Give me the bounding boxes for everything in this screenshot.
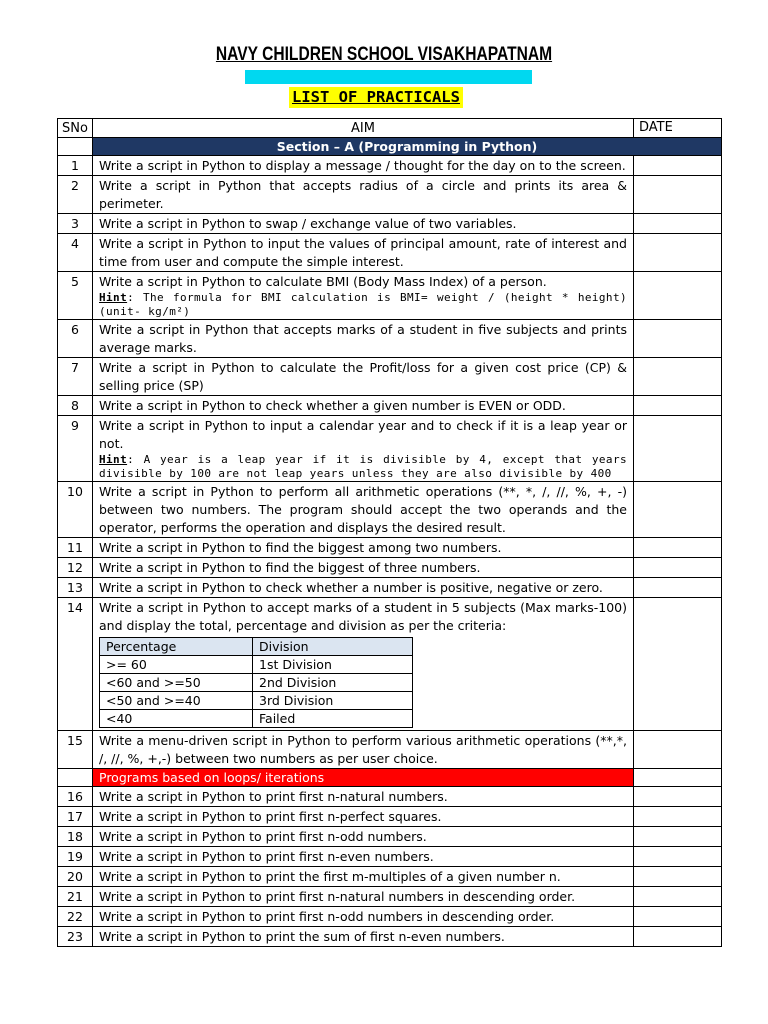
table-row: [58, 847, 722, 867]
row-aim: Write a script in Python to print first n-odd numbers in descending order.: [93, 907, 634, 927]
row-number: 20: [58, 867, 93, 887]
row-number: 16: [58, 787, 93, 807]
row-date: [634, 558, 722, 578]
row-number: 6: [58, 320, 93, 358]
row-aim: Write a script in Python to print the first m-multiples of a given number n.: [93, 867, 634, 887]
row-aim: Write a script in Python that accepts marks of a student in five subjects and prints average marks.: [93, 320, 634, 358]
practicals-table: [57, 118, 722, 947]
row-aim: Write a script in Python to swap / exchange value of two variables.: [93, 214, 634, 234]
criteria-percentage: <60 and >=50: [100, 674, 253, 692]
table-row: [58, 482, 722, 538]
row-aim: Write a menu-driven script in Python to perform various arithmetic operations (**,*, /, //, %, +,-) between two numbers as per user choice.: [93, 731, 634, 769]
row-number: 22: [58, 907, 93, 927]
row-date: [634, 807, 722, 827]
document-title: LIST OF PRACTICALS: [289, 87, 463, 108]
table-row: [58, 558, 722, 578]
row-number: 19: [58, 847, 93, 867]
row-date: [634, 156, 722, 176]
row-date: [634, 358, 722, 396]
table-row: [58, 538, 722, 558]
section-a-label: Section – A (Programming in Python): [93, 138, 722, 156]
loops-section-label: Programs based on loops/ iterations: [93, 769, 634, 787]
row-date: [634, 907, 722, 927]
criteria-division: 1st Division: [253, 656, 413, 674]
table-row: [58, 272, 722, 320]
row-number: 2: [58, 176, 93, 214]
col-aim-header: AIM: [93, 119, 634, 138]
table-row: [58, 578, 722, 598]
row-number: 15: [58, 731, 93, 769]
criteria-percentage: <40: [100, 710, 253, 728]
row-number: 1: [58, 156, 93, 176]
row-number: 13: [58, 578, 93, 598]
row-aim: Write a script in Python to print first n-odd numbers.: [93, 827, 634, 847]
hint-text: [99, 453, 627, 481]
section-a-row: [58, 138, 722, 156]
row-number: 3: [58, 214, 93, 234]
table-row: [58, 598, 722, 731]
col-sno-header: SNo: [58, 119, 93, 138]
hint-body: : The formula for BMI calculation is BMI= weight / (height * height) (unit- kg/m²): [99, 291, 627, 318]
table-row: [58, 807, 722, 827]
hint-label: Hint: [99, 291, 128, 304]
row-aim: Write a script in Python to calculate BMI (Body Mass Index) of a person.: [99, 274, 547, 289]
row-aim: Write a script in Python to find the biggest of three numbers.: [93, 558, 634, 578]
row-number: 12: [58, 558, 93, 578]
row-aim-cell: [93, 598, 634, 731]
row-number: 9: [58, 416, 93, 482]
criteria-division: Failed: [253, 710, 413, 728]
hint-body: : A year is a leap year if it is divisible by 4, except that years divisible by 100 are not leap years unless they are also divisible by 400: [99, 453, 627, 480]
table-row: [58, 867, 722, 887]
row-aim: Write a script in Python to print first n-even numbers.: [93, 847, 634, 867]
row-date: [634, 847, 722, 867]
row-date: [634, 214, 722, 234]
row-date: [634, 867, 722, 887]
row-aim: Write a script in Python to print first n-natural numbers.: [93, 787, 634, 807]
table-row: [58, 827, 722, 847]
table-row: [58, 416, 722, 482]
table-row: [58, 731, 722, 769]
row-number: 18: [58, 827, 93, 847]
criteria-percentage: <50 and >=40: [100, 692, 253, 710]
criteria-header-row: [100, 638, 413, 656]
row-number: 11: [58, 538, 93, 558]
row-date: [634, 538, 722, 558]
table-row: [58, 396, 722, 416]
row-date: [634, 927, 722, 947]
row-number: 14: [58, 598, 93, 731]
row-aim: Write a script in Python to check whether a given number is EVEN or ODD.: [93, 396, 634, 416]
row-number: 10: [58, 482, 93, 538]
row-aim: Write a script in Python to input a calendar year and to check if it is a leap year or not.: [99, 418, 627, 451]
row-aim: Write a script in Python to find the biggest among two numbers.: [93, 538, 634, 558]
criteria-row: [100, 674, 413, 692]
row-number: 21: [58, 887, 93, 907]
hint-label: Hint: [99, 453, 128, 466]
row-number: 17: [58, 807, 93, 827]
hint-text: [99, 291, 627, 319]
row-aim: Write a script in Python to calculate the Profit/loss for a given cost price (CP) & selling price (SP): [93, 358, 634, 396]
row-aim: Write a script in Python to print the sum of first n-even numbers.: [93, 927, 634, 947]
table-row: [58, 927, 722, 947]
table-row: [58, 787, 722, 807]
row-aim: Write a script in Python to check whether a number is positive, negative or zero.: [93, 578, 634, 598]
section-a-blank: [58, 138, 93, 156]
criteria-header-percentage: Percentage: [100, 638, 253, 656]
table-row: [58, 156, 722, 176]
loops-section-row: [58, 769, 722, 787]
loops-section-blank: [58, 769, 93, 787]
row-date: [634, 482, 722, 538]
row-date: [634, 416, 722, 482]
criteria-row: [100, 692, 413, 710]
row-aim: Write a script in Python to accept marks of a student in 5 subjects (Max marks-100) and display the total, percentage and division as per the criteria:: [99, 600, 627, 633]
row-date: [634, 887, 722, 907]
row-date: [634, 827, 722, 847]
col-date-header: DATE: [634, 119, 722, 138]
division-criteria-table: [99, 637, 413, 728]
row-date: [634, 598, 722, 731]
criteria-row: [100, 710, 413, 728]
row-date: [634, 234, 722, 272]
table-row: [58, 887, 722, 907]
school-name: NAVY CHILDREN SCHOOL VISAKHAPATNAM: [215, 44, 553, 65]
row-aim-cell: [93, 272, 634, 320]
criteria-percentage: >= 60: [100, 656, 253, 674]
row-date: [634, 272, 722, 320]
loops-section-date: [634, 769, 722, 787]
table-row: [58, 358, 722, 396]
row-number: 4: [58, 234, 93, 272]
table-header-row: [58, 119, 722, 138]
row-date: [634, 731, 722, 769]
row-aim: Write a script in Python that accepts radius of a circle and prints its area & perimeter.: [93, 176, 634, 214]
row-date: [634, 176, 722, 214]
row-aim: Write a script in Python to perform all arithmetic operations (**, *, /, //, %, +, -) between two numbers. The program should accept the two operands and the operator, performs the operation and displays the desired result.: [93, 482, 634, 538]
row-date: [634, 396, 722, 416]
row-number: 7: [58, 358, 93, 396]
table-row: [58, 214, 722, 234]
row-aim: Write a script in Python to print first n-natural numbers in descending order.: [93, 887, 634, 907]
row-aim: Write a script in Python to input the values of principal amount, rate of interest and time from user and compute the simple interest.: [93, 234, 634, 272]
row-aim: Write a script in Python to display a message / thought for the day on to the screen.: [93, 156, 634, 176]
row-date: [634, 320, 722, 358]
table-row: [58, 907, 722, 927]
criteria-division: 2nd Division: [253, 674, 413, 692]
row-number: 5: [58, 272, 93, 320]
criteria-row: [100, 656, 413, 674]
row-aim: Write a script in Python to print first n-perfect squares.: [93, 807, 634, 827]
table-row: [58, 176, 722, 214]
row-date: [634, 578, 722, 598]
criteria-division: 3rd Division: [253, 692, 413, 710]
row-aim-cell: [93, 416, 634, 482]
table-row: [58, 234, 722, 272]
row-number: 8: [58, 396, 93, 416]
row-date: [634, 787, 722, 807]
table-row: [58, 320, 722, 358]
row-number: 23: [58, 927, 93, 947]
cyan-highlight-bar: [245, 70, 532, 84]
criteria-header-division: Division: [253, 638, 413, 656]
